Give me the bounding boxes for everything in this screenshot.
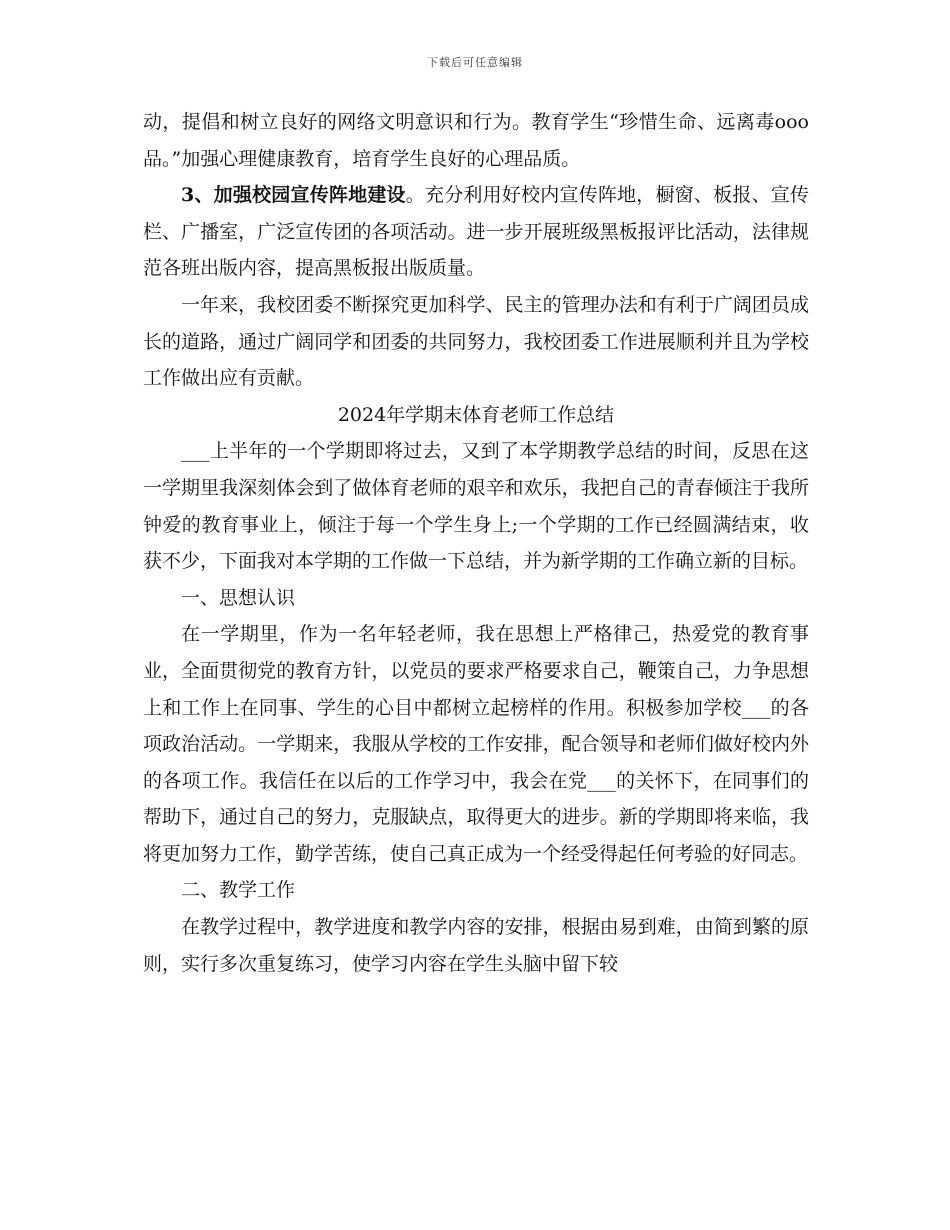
paragraph-campus-publicity [143, 177, 809, 287]
paragraph-intro: ___上半年的一个学期即将过去，又到了本学期教学总结的时间，反思在这一学期里我深刻体会到了做体育老师的艰辛和欢乐，我把自己的青春倾注于我所钟爱的教育事业上，倾注于每一个学生身上;一个学期的工作已经圆满结束，收获不少，下面我对本学期的工作做一下总结，并为新学期的工作确立新的目标。 [143, 440, 809, 573]
section-heading-bold: 3、加强校园宣传阵地建设 [181, 184, 406, 207]
paragraph-year-summary: 一年来，我校团委不断探究更加科学、民主的管理办法和有利于广阔团员成长的道路，通过广阔同学和团委的共同努力，我校团委工作进展顺利并且为学校工作做出应有贡献。 [143, 293, 809, 390]
paragraph-thought: 在一学期里，作为一名年轻老师，我在思想上严格律己，热爱党的教育事业，全面贯彻党的教育方针，以党员的要求严格要求自己，鞭策自己，力争思想上和工作上在同事、学生的心目中都树立起榜样的作用。积极参加学校___的各项政治活动。一学期来，我服从学校的工作安排，配合领导和老师们做好校内外的各项工作。我信任在以后的工作学习中，我会在党___的关怀下，在同事们的帮助下，通过自己的努力，克服缺点，取得更大的进步。新的学期即将来临，我将更加努力工作，勤学苦练，使自己真正成为一个经受得起任何考验的好同志。 [143, 623, 809, 865]
paragraph-teaching: 在教学过程中，教学进度和教学内容的安排，根据由易到难，由简到繁的原则，实行多次重复练习，使学习内容在学生头脑中留下较 [143, 916, 809, 975]
document-body [143, 104, 809, 982]
paragraph-continued: 动，提倡和树立良好的网络文明意识和行为。教育学生“珍惜生命、远离毒ooo品。”加强心理健康教育，培育学生良好的心理品质。 [143, 111, 809, 170]
document-title: 2024年学期末体育老师工作总结 [337, 403, 615, 426]
page-header: 下载后可任意编辑 [427, 56, 523, 69]
section-heading-teaching: 二、教学工作 [181, 879, 296, 902]
paragraph-text: 。充分利用好校内宣传阵地，橱窗、板报、宣传栏、广播室，广泛宣传团的各项活动。进一步开展班级黑板报评比活动，法律规范各班出版内容，提高黑板报出版质量。 [143, 184, 809, 280]
section-heading-thought: 一、思想认识 [181, 586, 296, 609]
